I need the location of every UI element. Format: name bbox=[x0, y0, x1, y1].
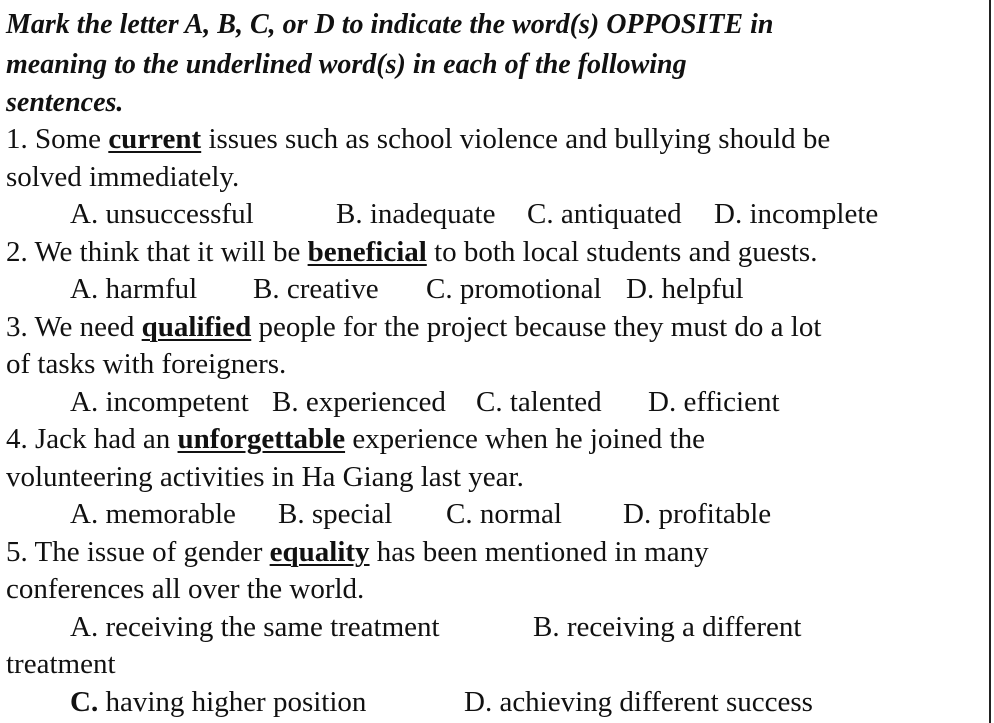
underlined-keyword: beneficial bbox=[307, 236, 427, 268]
question-5-stem-continued: conferences all over the world. bbox=[6, 573, 365, 605]
question-5-option-b-continued: treatment bbox=[6, 648, 116, 680]
question-4-option-c[interactable]: C. normal bbox=[446, 498, 562, 530]
page-edge-rule bbox=[989, 0, 991, 723]
question-text: We need bbox=[34, 311, 142, 343]
option-letter: C. bbox=[70, 686, 99, 718]
option-text: having higher position bbox=[98, 686, 367, 718]
question-text: We think that it will be bbox=[34, 236, 308, 268]
question-3-option-d[interactable]: D. efficient bbox=[648, 386, 780, 418]
question-4-option-d[interactable]: D. profitable bbox=[623, 498, 772, 530]
question-5-option-b[interactable]: B. receiving a different bbox=[533, 611, 802, 643]
question-1-option-d[interactable]: D. incomplete bbox=[714, 198, 879, 230]
question-5-option-c[interactable] bbox=[70, 684, 366, 721]
question-5-option-a[interactable]: A. receiving the same treatment bbox=[70, 611, 440, 643]
question-2-option-d[interactable]: D. helpful bbox=[626, 273, 744, 305]
question-1-stem bbox=[6, 121, 830, 158]
question-1-option-a[interactable]: A. unsuccessful bbox=[70, 198, 254, 230]
question-1-option-b[interactable]: B. inadequate bbox=[336, 198, 496, 230]
question-2-option-c[interactable]: C. promotional bbox=[426, 273, 602, 305]
question-4-stem bbox=[6, 421, 705, 458]
question-number: 3. bbox=[6, 311, 28, 343]
underlined-keyword: qualified bbox=[141, 311, 252, 343]
question-1-option-c[interactable]: C. antiquated bbox=[527, 198, 682, 230]
question-text: people for the project because they must do a lot bbox=[251, 311, 822, 343]
question-4-option-a[interactable]: A. memorable bbox=[70, 498, 236, 530]
underlined-keyword: equality bbox=[269, 536, 370, 568]
instruction-line-2: meaning to the underlined word(s) in each of the following bbox=[6, 49, 687, 80]
question-number: 2. bbox=[6, 236, 28, 268]
underlined-keyword: current bbox=[108, 123, 202, 155]
question-text: has been mentioned in many bbox=[369, 536, 709, 568]
question-text: The issue of gender bbox=[34, 536, 270, 568]
question-3-option-c[interactable]: C. talented bbox=[476, 386, 602, 418]
question-4-stem-continued: volunteering activities in Ha Giang last year. bbox=[6, 461, 524, 493]
question-3-stem-continued: of tasks with foreigners. bbox=[6, 348, 287, 380]
question-2-option-a[interactable]: A. harmful bbox=[70, 273, 198, 305]
question-5-stem bbox=[6, 534, 709, 571]
question-5-option-d[interactable]: D. achieving different success bbox=[464, 686, 813, 718]
question-4-option-b[interactable]: B. special bbox=[278, 498, 393, 530]
question-3-option-a[interactable]: A. incompetent bbox=[70, 386, 249, 418]
question-text: Some bbox=[35, 123, 109, 155]
question-1-stem-continued: solved immediately. bbox=[6, 161, 240, 193]
instruction-line-1: Mark the letter A, B, C, or D to indicate the word(s) OPPOSITE in bbox=[6, 9, 774, 40]
underlined-keyword: unforgettable bbox=[177, 423, 346, 455]
instruction-line-3: sentences. bbox=[6, 87, 124, 118]
question-3-option-b[interactable]: B. experienced bbox=[272, 386, 446, 418]
question-text: experience when he joined the bbox=[345, 423, 705, 455]
question-number: 4. bbox=[6, 423, 28, 455]
question-number: 5. bbox=[6, 536, 28, 568]
question-text: issues such as school violence and bullying should be bbox=[201, 123, 831, 155]
question-2-stem bbox=[6, 234, 817, 271]
question-3-stem bbox=[6, 309, 821, 346]
question-number: 1. bbox=[6, 123, 28, 155]
question-2-option-b[interactable]: B. creative bbox=[253, 273, 379, 305]
question-text: Jack had an bbox=[35, 423, 178, 455]
question-text: to both local students and guests. bbox=[426, 236, 818, 268]
